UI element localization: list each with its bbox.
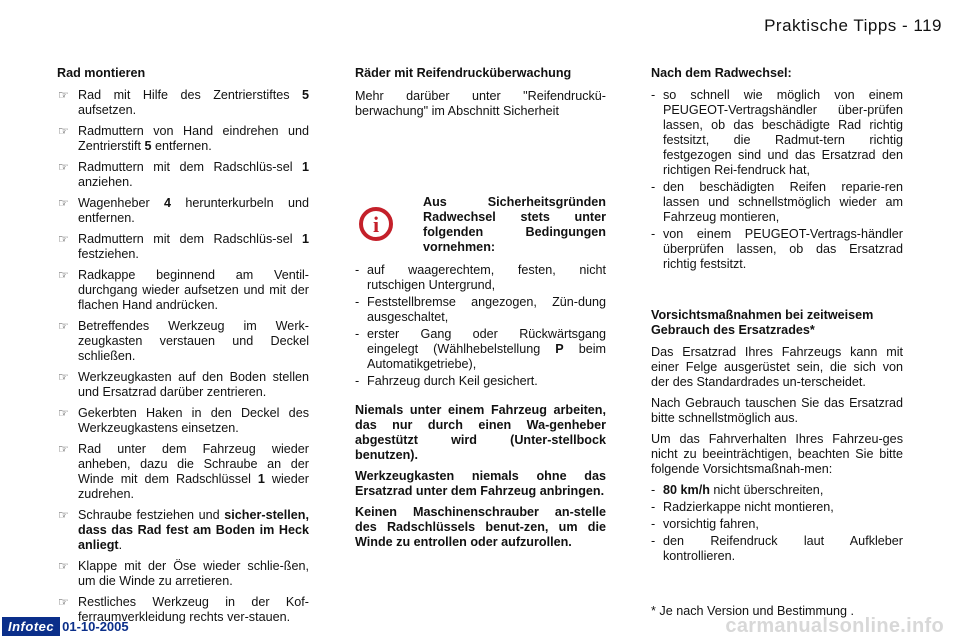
footer-date: 01-10-2005 <box>62 619 129 634</box>
paragraph-list <box>651 345 903 477</box>
watermark: carmanualsonline.info <box>725 615 944 637</box>
item-text: Fahrzeug durch Keil gesichert. <box>367 374 538 388</box>
item-text: wieder zudrehen. <box>78 472 309 501</box>
after-item: - so schnell wie möglich von einem PEUGEOT-Vertragshändler über-prüfen lassen, ob das beschädigte Rad richtig festsitzt, die Radmut-tern richtig festgezogen sind und das Ersatzrad den richtigen Rei-fendruck hat, <box>651 88 903 178</box>
emphasis-text: 1 <box>301 160 309 174</box>
item-text: anziehen. <box>78 175 133 189</box>
pointing-hand-icon: ☞ <box>58 559 69 573</box>
rule-item <box>651 534 903 564</box>
footer <box>2 617 129 636</box>
body-paragraph: Um das Fahrverhalten Ihres Fahrzeu-ges nicht zu beeinträchtigen, beachten Sie bitte folgende Vorsichtsmaßnah-men: <box>651 432 903 476</box>
pointing-hand-icon: ☞ <box>58 232 69 246</box>
item-text: . <box>118 538 123 552</box>
item-text: entfernen. <box>151 139 212 153</box>
section-title: Rad montieren <box>57 66 146 80</box>
intro-text: Mehr darüber unter "Reifendruckü-berwachung" im Abschnitt Sicherheit <box>355 89 606 118</box>
conditions-list <box>355 263 606 389</box>
emphasis-text: P <box>555 342 564 356</box>
item-text: Betreffendes Werkzeug im Werk-zeugkasten verstauen und Deckel schließen. <box>78 319 309 363</box>
pointing-hand-icon: ☞ <box>58 370 69 384</box>
after-list <box>651 88 903 272</box>
body-paragraph: Nach Gebrauch tauschen Sie das Ersatzrad bitte schnellstmöglich aus. <box>651 396 903 425</box>
emphasis-text: 80 km/h <box>663 483 710 497</box>
item-text: festziehen. <box>78 247 139 261</box>
item-text: Werkzeugkasten auf den Boden stellen und Ersatzrad darüber zentrieren. <box>78 370 309 399</box>
section-title: Nach dem Radwechsel: <box>651 66 792 80</box>
item-text: Gekerbten Haken in den Deckel des Werkzeugkastens einsetzen. <box>78 406 309 435</box>
precautions-title: Vorsichtsmaßnahmen bei zeitweisem Gebrauch des Ersatzrades* <box>651 308 874 337</box>
condition-item <box>355 263 606 293</box>
pointing-hand-icon: ☞ <box>58 124 69 138</box>
brand-logo: Infotec <box>2 617 60 636</box>
after-item: - den beschädigten Reifen reparie-ren lassen und schnellstmöglich wieder am Fahrzeug montieren, <box>651 180 903 225</box>
item-text: erster Gang oder Rückwärtsgang eingelegt (Wählhebelstellung <box>367 327 606 356</box>
item-text: herunterkurbeln und entfernen. <box>78 196 309 225</box>
condition-item <box>355 295 606 325</box>
item-text: Rad mit Hilfe des Zentrierstiftes <box>78 88 302 102</box>
rule-item <box>651 483 903 498</box>
pointing-hand-icon: ☞ <box>58 160 69 174</box>
emphasis-text: 5 <box>144 139 152 153</box>
item-text: Radzierkappe nicht montieren, <box>663 500 834 514</box>
emphasis-text: 1 <box>257 472 265 486</box>
column-reifendruck <box>355 66 606 556</box>
pointing-hand-icon: ☞ <box>58 442 69 456</box>
notes-list <box>355 403 606 550</box>
condition-item <box>355 374 606 389</box>
steps-list <box>57 88 309 625</box>
emphasis-text: 1 <box>301 232 309 246</box>
item-text: vorsichtig fahren, <box>663 517 759 531</box>
item-text: Wagenheber <box>78 196 165 210</box>
pointing-hand-icon: ☞ <box>58 595 69 609</box>
column-nach-dem-radwechsel <box>651 66 903 566</box>
step-item <box>57 370 309 400</box>
item-text: den Reifendruck laut Aufkleber kontrollieren. <box>663 534 903 563</box>
rule-item <box>651 500 903 515</box>
step-item <box>57 268 309 313</box>
after-item: - von einem PEUGEOT-Vertrags-händler überprüfen lassen, ob das Ersatzrad richtig festsitzt. <box>651 227 903 272</box>
item-text: nicht überschreiten, <box>709 483 824 497</box>
step-item <box>57 160 309 190</box>
item-text: Restliches Werkzeug in der Kof-ferraumverkleidung rechts ver-stauen. <box>78 595 309 624</box>
safety-note: Werkzeugkasten niemals ohne das Ersatzrad unter dem Fahrzeug anbringen. <box>355 469 606 498</box>
safety-note: Keinen Maschinenschrauber an-stelle des Radschlüssels benut-zen, um die Winde zu entrollen oder aufzurollen. <box>355 505 606 549</box>
warning-text: Aus Sicherheitsgründen Radwechsel stets unter folgenden Bedingungen vornehmen: <box>423 195 606 254</box>
item-text: Klappe mit der Öse wieder schlie-ßen, um die Winde zu arretieren. <box>78 559 309 588</box>
rules-list <box>651 483 903 564</box>
step-item <box>57 508 309 553</box>
item-text: aufsetzen. <box>78 103 137 117</box>
item-text: Radmuttern mit dem Radschlüs-sel <box>78 232 302 246</box>
footnote: * Je nach Version und Bestimmung . <box>651 604 855 618</box>
step-item <box>57 559 309 589</box>
pointing-hand-icon: ☞ <box>58 196 69 210</box>
page-title: Praktische Tipps - 119 <box>764 16 942 35</box>
condition-item <box>355 327 606 372</box>
pointing-hand-icon: ☞ <box>58 88 69 102</box>
step-item <box>57 196 309 226</box>
body-paragraph: Das Ersatzrad Ihres Fahrzeugs kann mit einer Felge ausgerüstet sein, die sich von der des Standardrades un-terscheidet. <box>651 345 903 389</box>
item-text: beim Automatikgetriebe), <box>367 342 607 371</box>
emphasis-text: 5 <box>301 88 309 102</box>
step-item <box>57 442 309 502</box>
emphasis-text: 4 <box>164 196 172 210</box>
pointing-hand-icon: ☞ <box>58 406 69 420</box>
section-title: Räder mit Reifendrucküberwachung <box>355 66 572 80</box>
step-item <box>57 88 309 118</box>
emphasis-text: sicher-stellen, dass das Rad fest am Boden im Heck anliegt <box>78 508 309 552</box>
item-text: Radmuttern von Hand eindrehen und Zentrierstift <box>78 124 309 153</box>
safety-note: Niemals unter einem Fahrzeug arbeiten, das nur durch einen Wa-genheber abgestützt wird (Unter-stellbock benutzen). <box>355 403 606 462</box>
step-item <box>57 319 309 364</box>
item-text: Radmuttern mit dem Radschlüs-sel <box>78 160 302 174</box>
item-text: Schraube festziehen und <box>78 508 225 522</box>
pointing-hand-icon: ☞ <box>58 508 69 522</box>
item-text: Radkappe beginnend am Ventil-durchgang wieder aufsetzen und mit der flachen Hand andrücken. <box>78 268 309 312</box>
pointing-hand-icon: ☞ <box>58 268 69 282</box>
info-warning-icon: i <box>359 207 393 241</box>
item-text: Feststellbremse angezogen, Zün-dung ausgeschaltet, <box>367 295 606 324</box>
item-text: Rad unter dem Fahrzeug wieder anheben, dazu die Schraube an der Winde mit dem Radschlüssel <box>78 442 309 486</box>
item-text: auf waagerechtem, festen, nicht rutschigen Untergrund, <box>367 263 606 292</box>
step-item <box>57 232 309 262</box>
warning-box <box>355 195 606 255</box>
step-item <box>57 406 309 436</box>
column-rad-montieren <box>57 66 309 631</box>
rule-item <box>651 517 903 532</box>
step-item <box>57 124 309 154</box>
pointing-hand-icon: ☞ <box>58 319 69 333</box>
